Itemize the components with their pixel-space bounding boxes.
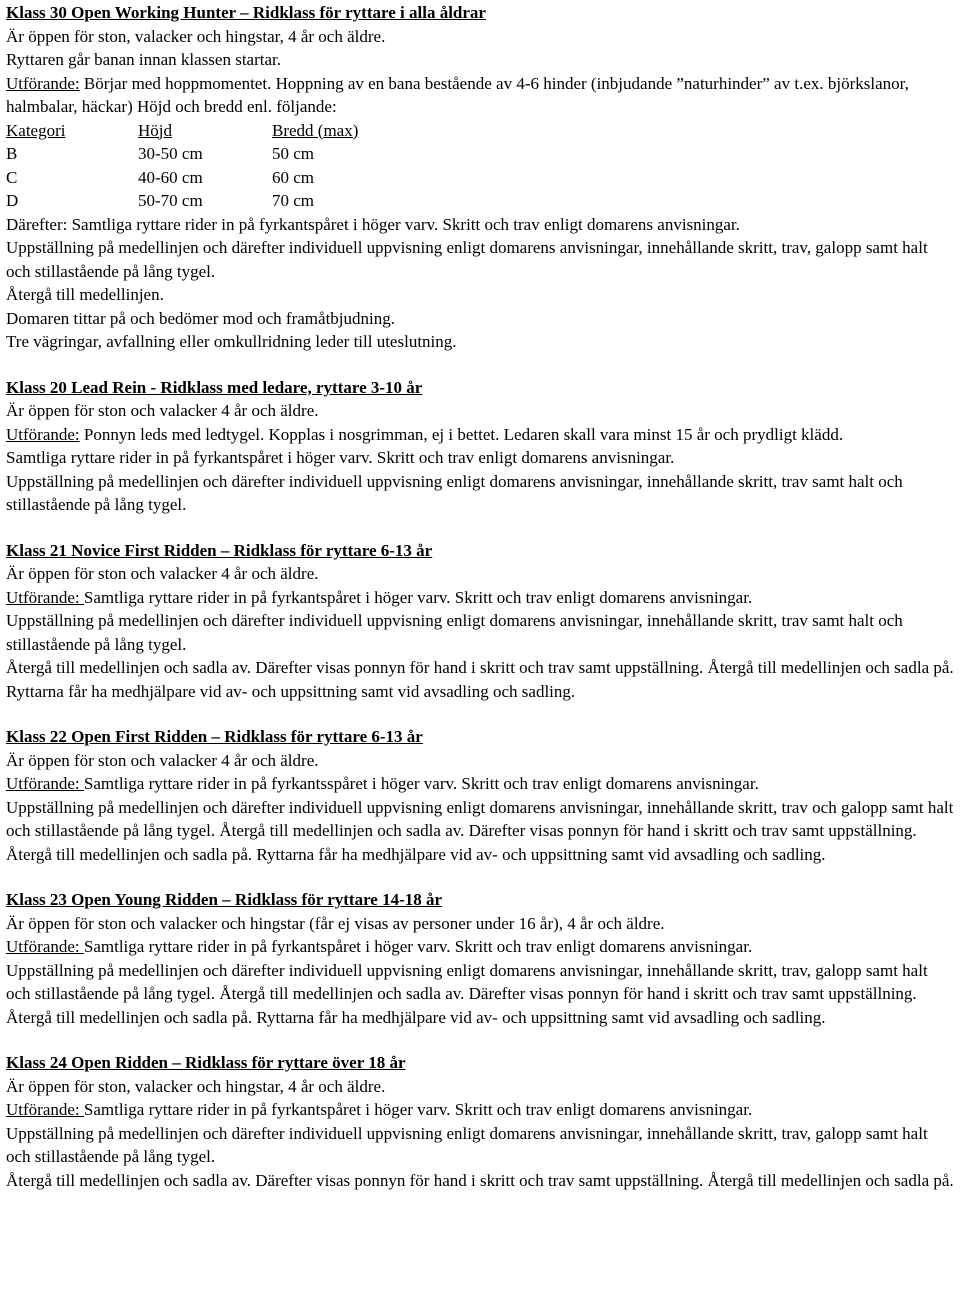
eligibility-text: Är öppen för ston, valacker och hingstar, 4 år och äldre. [6, 1076, 386, 1096]
note-text: Ryttaren går banan innan klassen startar. [6, 50, 282, 69]
column-header: Höjd [138, 120, 172, 140]
utforande-text: Samtliga ryttare rider in på fyrkantspåret i höger varv. Skritt och trav enligt domarens anvisningar. [83, 937, 753, 956]
table-header-row [6, 119, 358, 143]
eligibility-text: Är öppen för ston och valacker 4 år och äldre. [6, 750, 319, 770]
section-title: Klass 30 Open Working Hunter – Ridklass för ryttare i alla åldrar [6, 3, 486, 22]
section-klass-22 [6, 725, 956, 866]
paragraph: Återgå till medellinjen och sadla av. Därefter visas ponnyn för hand i skritt och trav samt uppställning. Återgå till medellinjen och sadla på. Ryttarna får ha medhjälpare vid av- och uppsittning samt vid avsadling och sadling. [6, 658, 954, 701]
utforande-label: Utförande: [6, 937, 84, 956]
section-title: Klass 21 Novice First Ridden – Ridklass för ryttare 6-13 år [6, 540, 433, 560]
table-cell: 50-70 cm [138, 191, 203, 210]
paragraph: Samtliga ryttare rider in på fyrkantspåret i höger varv. Skritt och trav enligt domarens anvisningar. [6, 448, 675, 467]
table-cell: 50 cm [272, 144, 315, 163]
section-title: Klass 20 Lead Rein - Ridklass med ledare, ryttare 3-10 år [6, 377, 423, 397]
paragraph: Domaren tittar på och bedömer mod och framåtbjudning. [6, 308, 395, 328]
table-row [6, 142, 358, 166]
table-cell: 40-60 cm [138, 167, 203, 187]
table-cell: 70 cm [272, 191, 315, 210]
utforande-label: Utförande: [6, 73, 80, 93]
utforande-label: Utförande: [6, 774, 84, 793]
paragraph: Uppställning på medellinjen och därefter individuell uppvisning enligt domarens anvisningar, innehållande skritt, trav samt halt och stillastående på lång tygel. [6, 471, 903, 514]
eligibility-text: Är öppen för ston och valacker och hingstar (får ej visas av personer under 16 år), 4 år och äldre. [6, 913, 665, 933]
utforande-paragraph [6, 1098, 956, 1122]
utforande-paragraph [6, 72, 956, 119]
utforande-paragraph [6, 935, 956, 959]
utforande-label: Utförande: [6, 587, 84, 607]
utforande-label: Utförande: [6, 1100, 84, 1119]
utforande-text: Samtliga ryttare rider in på fyrkantsspåret i höger varv. Skritt och trav enligt domarens anvisningar. [83, 774, 759, 793]
section-klass-24 [6, 1051, 956, 1192]
table-cell: 30-50 cm [138, 144, 203, 163]
utforande-text: Börjar med hoppmomentet. Hoppning av en bana bestående av 4-6 hinder (inbjudande ”naturhinder” av t.ex. björkslanor, halmbalar, häckar) Höjd och bredd enl. följande: [6, 73, 909, 116]
table-row [6, 166, 358, 190]
section-spacer [6, 1029, 956, 1051]
table-cell: C [6, 167, 18, 187]
utforande-text: Samtliga ryttare rider in på fyrkantspåret i höger varv. Skritt och trav enligt domarens anvisningar. [83, 587, 753, 607]
section-klass-23 [6, 888, 956, 1029]
table-cell: B [6, 144, 18, 163]
section-spacer [6, 517, 956, 539]
section-spacer [6, 866, 956, 888]
utforande-paragraph [6, 772, 956, 796]
section-klass-21 [6, 539, 956, 704]
column-header: Kategori [6, 120, 66, 140]
utforande-paragraph [6, 586, 956, 610]
section-title: Klass 24 Open Ridden – Ridklass för ryttare över 18 år [6, 1053, 406, 1072]
paragraph: Tre vägringar, avfallning eller omkullridning leder till uteslutning. [6, 332, 457, 351]
section-spacer [6, 354, 956, 376]
section-title: Klass 22 Open First Ridden – Ridklass för ryttare 6-13 år [6, 727, 423, 746]
section-spacer [6, 703, 956, 725]
paragraph: Återgå till medellinjen och sadla av. Därefter visas ponnyn för hand i skritt och trav samt uppställning. Återgå till medellinjen och sadla på. [6, 1170, 954, 1190]
utforande-text: Samtliga ryttare rider in på fyrkantspåret i höger varv. Skritt och trav enligt domarens anvisningar. [83, 1100, 753, 1119]
section-klass-30 [6, 1, 956, 354]
utforande-label: Utförande: [6, 424, 80, 444]
column-header: Bredd (max) [272, 120, 359, 140]
table-row [6, 189, 358, 213]
section-title: Klass 23 Open Young Ridden – Ridklass för ryttare 14-18 år [6, 890, 443, 909]
paragraph: Uppställning på medellinjen och därefter individuell uppvisning enligt domarens anvisningar, innehållande skritt, trav samt halt och stillastående på lång tygel. [6, 611, 903, 654]
eligibility-text: Är öppen för ston och valacker 4 år och äldre. [6, 564, 319, 583]
paragraph: Återgå till medellinjen. [6, 285, 164, 304]
paragraph: Uppställning på medellinjen och därefter individuell uppvisning enligt domarens anvisningar, innehållande skritt, trav, galopp samt halt och stillastående på lång tygel. [6, 1123, 928, 1166]
paragraph: Uppställning på medellinjen och därefter individuell uppvisning enligt domarens anvisningar, innehållande skritt, trav och galopp samt halt och stillastående på lång tygel. Återgå till medellinjen och sadla av. Därefter visas ponnyn för hand i skritt och trav samt uppställning. Återgå till medellinjen och sadla på. Ryttarna får ha medhjälpare vid av- och uppsittning samt vid avsadling och sadling. [6, 797, 954, 864]
paragraph: Uppställning på medellinjen och därefter individuell uppvisning enligt domarens anvisningar, innehållande skritt, trav, galopp samt halt och stillastående på lång tygel. Återgå till medellinjen och sadla av. Därefter visas ponnyn för hand i skritt och trav samt uppställning. Återgå till medellinjen och sadla på. Ryttarna får ha medhjälpare vid av- och uppsittning samt vid avsadling och sadling. [6, 960, 928, 1027]
utforande-paragraph [6, 423, 956, 447]
eligibility-text: Är öppen för ston och valacker 4 år och äldre. [6, 401, 319, 420]
utforande-text: Ponnyn leds med ledtygel. Kopplas i nosgrimman, ej i bettet. Ledaren skall vara minst 15 år och prydligt klädd. [79, 424, 844, 444]
table-cell: D [6, 191, 19, 210]
paragraph: Uppställning på medellinjen och därefter individuell uppvisning enligt domarens anvisningar, innehållande skritt, trav, galopp samt halt och stillastående på lång tygel. [6, 238, 928, 281]
paragraph: Därefter: Samtliga ryttare rider in på fyrkantspåret i höger varv. Skritt och trav enligt domarens anvisningar. [6, 214, 740, 234]
table-cell: 60 cm [272, 167, 315, 187]
category-table [6, 119, 358, 213]
section-klass-20 [6, 376, 956, 517]
eligibility-text: Är öppen för ston, valacker och hingstar, 4 år och äldre. [6, 26, 386, 46]
